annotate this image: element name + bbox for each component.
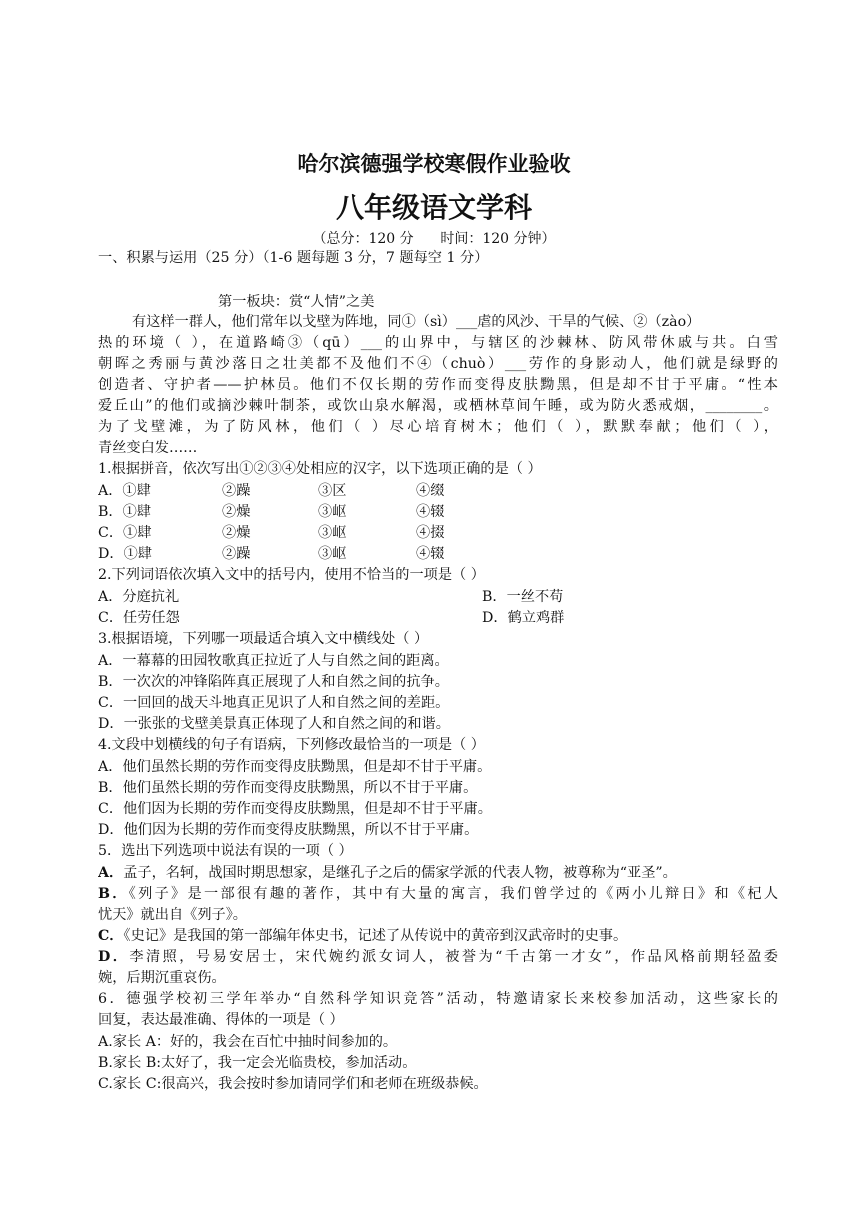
option-letter: C． [98, 928, 124, 944]
question-3-option-a[interactable]: A．一幕幕的田园牧歌真正拉近了人与自然之间的距离。 [98, 653, 449, 669]
option-letter: D． [98, 949, 130, 965]
passage-line: 有这样一群人，他们常年以戈壁为阵地，同①（sì）___虐的风沙、干旱的气候、②（zào） [132, 314, 701, 330]
question-1-stem: 1.根据拼音，依次写出①②③④处相应的汉字，以下选项正确的是（ ） [98, 461, 542, 477]
option-part: ③岖 [318, 504, 347, 520]
question-2-options-row [98, 587, 778, 607]
question-2-option-d[interactable]: D．鹤立鸡群 [482, 610, 565, 626]
option-part: ②燥 [222, 504, 251, 520]
option-part: ④掇 [416, 525, 445, 541]
question-4-stem: 4.文段中划横线的句子有语病，下列修改最恰当的一项是（ ） [98, 737, 485, 753]
question-2-option-a[interactable]: A．分庭抗礼 [98, 589, 180, 605]
question-6-stem: 6．德强学校初三学年举办“自然科学知识竞答”活动，特邀请家长来校参加活动，这些家长的 [98, 991, 778, 1007]
question-2-option-b[interactable]: B．一丝不苟 [482, 589, 564, 605]
option-part: D．①肆 [98, 546, 152, 562]
passage-line: 朝晖之秀丽与黄沙落日之壮美都不及他们不④（chuò）___劳作的身影动人，他们就是绿野的 [98, 356, 778, 372]
option-part: ②躁 [222, 483, 251, 499]
school-title: 哈尔滨德强学校寒假作业验收 [297, 152, 571, 176]
option-part: ②燥 [222, 525, 251, 541]
option-part: A．①肆 [98, 483, 151, 499]
option-part: C．①肆 [98, 525, 152, 541]
question-2-option-c[interactable]: C．任劳任怨 [98, 610, 180, 626]
option-text: 孟子，名轲，战国时期思想家，是继孔子之后的儒家学派的代表人物，被尊称为“亚圣”。 [123, 865, 677, 881]
question-5-stem: 5．选出下列选项中说法有误的一项（ ） [98, 843, 353, 859]
question-1-option-a[interactable] [98, 481, 778, 501]
option-part: ④辍 [416, 546, 445, 562]
question-4-option-c[interactable]: C．他们因为长期的劳作而变得皮肤黝黑，但是却不甘于平庸。 [98, 801, 492, 817]
subject-title: 八年级语文学科 [335, 191, 532, 224]
passage-line: 为了戈壁滩，为了防风林，他们（ ）尽心培育树木；他们（ ），默默奉献；他们（ ）， [98, 419, 778, 435]
question-6-option-b[interactable]: B.家长 B:太好了，我一定会光临贵校，参加活动。 [98, 1055, 417, 1071]
question-5-option-d-cont: 婉，后期沉重哀伤。 [98, 970, 226, 986]
question-5-option-b-cont: 忧天》就出自《列子》。 [98, 907, 247, 923]
question-5-option-c[interactable] [98, 926, 778, 946]
question-5-option-b[interactable] [98, 884, 778, 904]
question-6-option-a[interactable]: A.家长 A：好的，我会在百忙中抽时间参加的。 [98, 1034, 398, 1050]
option-part: B．①肆 [98, 504, 151, 520]
option-part: ④缀 [416, 483, 445, 499]
block-title: 第一板块：赏“人情”之美 [218, 294, 375, 310]
option-part: ③区 [318, 483, 347, 499]
question-3-option-b[interactable]: B．一次次的冲锋陷阵真正展现了人和自然之间的抗争。 [98, 674, 449, 690]
passage-line: 青丝变白发…… [98, 440, 198, 456]
option-text: 李清照，号易安居士，宋代婉约派女词人，被誉为“千古第一才女”，作品风格前期轻盈委 [129, 949, 778, 965]
question-5-option-d[interactable] [98, 947, 778, 967]
option-text: 《列子》是一部很有趣的著作，其中有大量的寓言，我们曾学过的《两小儿辩日》和《杞人 [128, 886, 778, 902]
question-1-option-d[interactable] [98, 544, 778, 564]
question-5-option-a[interactable] [98, 863, 778, 883]
question-3-stem: 3.根据语境，下列哪一项最适合填入文中横线处（ ） [98, 631, 429, 647]
question-1-option-c[interactable] [98, 523, 778, 543]
question-6-stem-cont: 回复，表达最准确、得体的一项是（ ） [98, 1012, 344, 1028]
question-4-option-a[interactable]: A．他们虽然长期的劳作而变得皮肤黝黑，但是却不甘于平庸。 [98, 759, 492, 775]
question-1-option-b[interactable] [98, 502, 778, 522]
question-4-option-d[interactable]: D．他们因为长期的劳作而变得皮肤黝黑，所以不甘于平庸。 [98, 822, 479, 838]
option-part: ④辍 [416, 504, 445, 520]
question-2-options-row [98, 608, 778, 628]
question-6-option-c[interactable]: C.家长 C:很高兴，我会按时参加请同学们和老师在班级恭候。 [98, 1076, 488, 1092]
passage-line: 热的环境（ ），在道路崎③（qū）___的山界中，与辖区的沙棘林、防风带休戚与共。白雪 [98, 335, 778, 351]
question-4-option-b[interactable]: B．他们虽然长期的劳作而变得皮肤黝黑，所以不甘于平庸。 [98, 780, 478, 796]
option-letter: B． [98, 886, 129, 902]
section-heading: 一、积累与运用（25 分）（1-6 题每题 3 分，7 题每空 1 分） [98, 250, 489, 266]
option-part: ③岖 [318, 525, 347, 541]
score-time-info: （总分：120 分 时间：120 分钟） [312, 231, 556, 247]
passage-line: 创造者、守护者——护林员。他们不仅长期的劳作而变得皮肤黝黑，但是却不甘于平庸。“性本 [98, 377, 778, 393]
option-text: 《史记》是我国的第一部编年体史书，记述了从传说中的黄帝到汉武帝时的史事。 [123, 928, 628, 944]
question-3-option-c[interactable]: C．一回回的战天斗地真正见识了人和自然之间的差距。 [98, 695, 450, 711]
question-2-stem: 2.下列词语依次填入文中的括号内，使用不恰当的一项是（ ） [98, 567, 485, 583]
option-part: ③岖 [318, 546, 347, 562]
question-3-option-d[interactable]: D．一张张的戈壁美景真正体现了人和自然之间的和谐。 [98, 716, 450, 732]
option-letter: A． [98, 865, 124, 881]
passage-line: 爱丘山”的他们或摘沙棘叶制茶，或饮山泉水解渴，或栖林草间午睡，或为防火悉戒烟，________。 [98, 398, 778, 414]
option-part: ②躁 [222, 546, 251, 562]
